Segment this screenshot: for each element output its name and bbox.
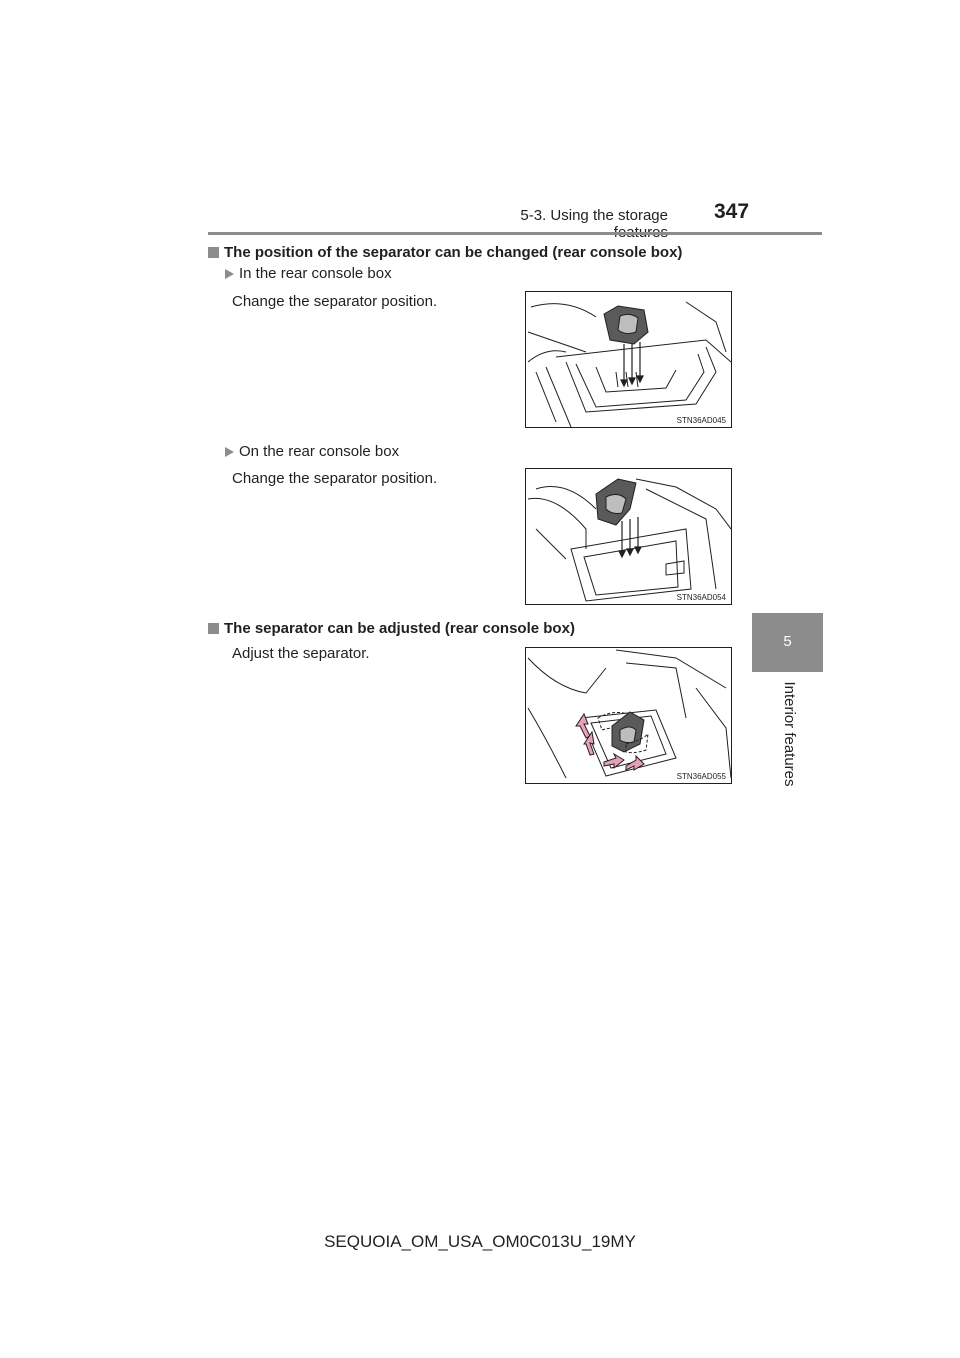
square-bullet-icon [208, 623, 219, 634]
figure-in-console-box [525, 291, 732, 428]
sub-bullet-in-console [225, 265, 392, 282]
section-heading-adjust [208, 620, 575, 637]
heading-text: The position of the separator can be changed (rear console box) [224, 244, 683, 261]
instruction-text: Change the separator position. [232, 470, 438, 487]
figure-code: STN36AD054 [676, 593, 726, 602]
header-divider [208, 232, 822, 235]
square-bullet-icon [208, 247, 219, 258]
console-box-illustration [526, 292, 732, 428]
figure-on-console-box [525, 468, 732, 605]
heading-text: The separator can be adjusted (rear console box) [224, 620, 575, 637]
separator-adjust-illustration [526, 648, 732, 784]
chapter-number: 5 [783, 633, 792, 650]
figure-code: STN36AD055 [676, 772, 726, 781]
section-heading-position [208, 244, 682, 261]
bullet-text: On the rear console box [239, 443, 400, 460]
document-code: SEQUOIA_OM_USA_OM0C013U_19MY [324, 1232, 636, 1251]
console-top-illustration [526, 469, 732, 605]
instruction-text: Change the separator position. [232, 293, 438, 310]
triangle-bullet-icon [225, 269, 234, 279]
instruction-text: Adjust the separator. [232, 645, 370, 662]
figure-adjust-separator [525, 647, 732, 784]
triangle-bullet-icon [225, 447, 234, 457]
bullet-text: In the rear console box [239, 265, 392, 282]
figure-code: STN36AD045 [676, 416, 726, 425]
page-number: 347 [714, 200, 750, 223]
section-title: 5-3. Using the storage [520, 207, 668, 224]
chapter-label: Interior features [781, 681, 798, 787]
sub-bullet-on-console [225, 443, 399, 460]
